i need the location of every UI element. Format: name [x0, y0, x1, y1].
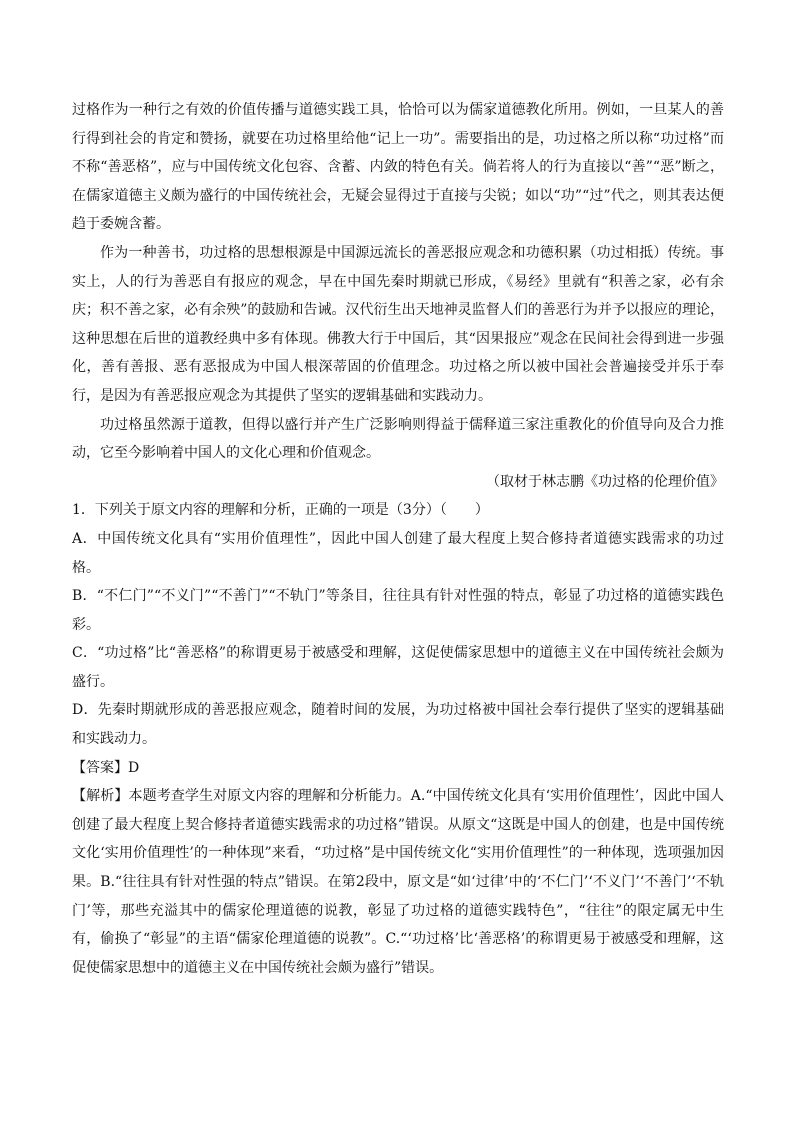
option-a: A．中国传统文化具有“实用价值理性”，因此中国人创建了最大程度上契合修持者道德实践需求的功过格。 [72, 530, 724, 576]
answer-line: 【答案】D [72, 759, 140, 776]
paragraph-2: 作为一种善书，功过格的思想根源是中国源远流长的善恶报应观念和功德积累（功过相抵）传统。事实上，人的行为善恶自有报应的观念，早在中国先秦时期就已形成，《易经》里就有“积善之家，必有余庆；积不善之家，必有余殃”的鼓励和告诫。汉代衍生出天地神灵监督人们的善恶行为并予以报应的理论，这种思想在后世的道教经典中多有体现。佛教大行于中国后，其“因果报应”观念在民间社会得到进一步强化，善有善报、恶有恶报成为中国人根深蒂固的价值理念。功过格之所以被中国社会普遍接受并乐于奉行，是因为有善恶报应观念为其提供了坚实的逻辑基础和实践动力。 [72, 244, 724, 404]
option-d: D．先秦时期就形成的善恶报应观念，随着时间的发展，为功过格被中国社会奉行提供了坚实的逻辑基础和实践动力。 [72, 702, 724, 748]
paragraph-3: 功过格虽然源于道教，但得以盛行并产生广泛影响则得益于儒释道三家注重教化的价值导向及合力推动，它至今影响着中国人的文化心理和价值观念。 [72, 416, 724, 462]
document-body [72, 96, 724, 982]
analysis-text: 【解析】本题考查学生对原文内容的理解和分析能力。A.“中国传统文化具有‘实用价值理性’，因此中国人创建了最大程度上契合修持者道德实践需求的功过格”错误。从原文“这既是中国人的创建，也是中国传统文化‘实用价值理性’的一种体现”来看，“功过格”是中国传统文化“实用价值理性”的一种体现，选项强加因果。B.“往往具有针对性强的特点”错误。在第2段中，原文是“如‘过律’中的‘不仁门’‘不义门’‘不善门’‘不轨门’等，那些充溢其中的儒家伦理道德的说教，彰显了功过格的道德实践特色”，“往往”的限定属无中生有，偷换了“彰显”的主语“儒家伦理道德的说教”。C.“‘功过格’比‘善恶格’的称谓更易于被感受和理解，这促使儒家思想中的道德主义在中国传统社会颇为盛行”错误。 [72, 788, 724, 976]
paragraph-1: 过格作为一种行之有效的价值传播与道德实践工具，恰恰可以为儒家道德教化所用。例如，一旦某人的善行得到社会的肯定和赞扬，就要在功过格里给他“记上一功”。需要指出的是，功过格之所以称“功过格”而不称“善恶格”，应与中国传统文化包容、含蓄、内敛的特色有关。倘若将人的行为直接以“善”“恶”断之，在儒家道德主义颇为盛行的中国传统社会，无疑会显得过于直接与尖锐；如以“功”“过”代之，则其表达便趋于委婉含蓄。 [72, 102, 724, 233]
option-c: C．“功过格”比“善恶格”的称谓更易于被感受和理解，这促使儒家思想中的道德主义在中国传统社会颇为盛行。 [72, 645, 724, 690]
question-stem: 1．下列关于原文内容的理解和分析，正确的一项是（3分）（ ） [72, 502, 489, 519]
option-b: B．“不仁门”“不义门”“不善门”“不轨门”等条目，往往具有针对性强的特点，彰显了功过格的道德实践色彩。 [72, 588, 724, 633]
source-citation: （取材于林志鹏《功过格的伦理价值》 [486, 473, 724, 490]
